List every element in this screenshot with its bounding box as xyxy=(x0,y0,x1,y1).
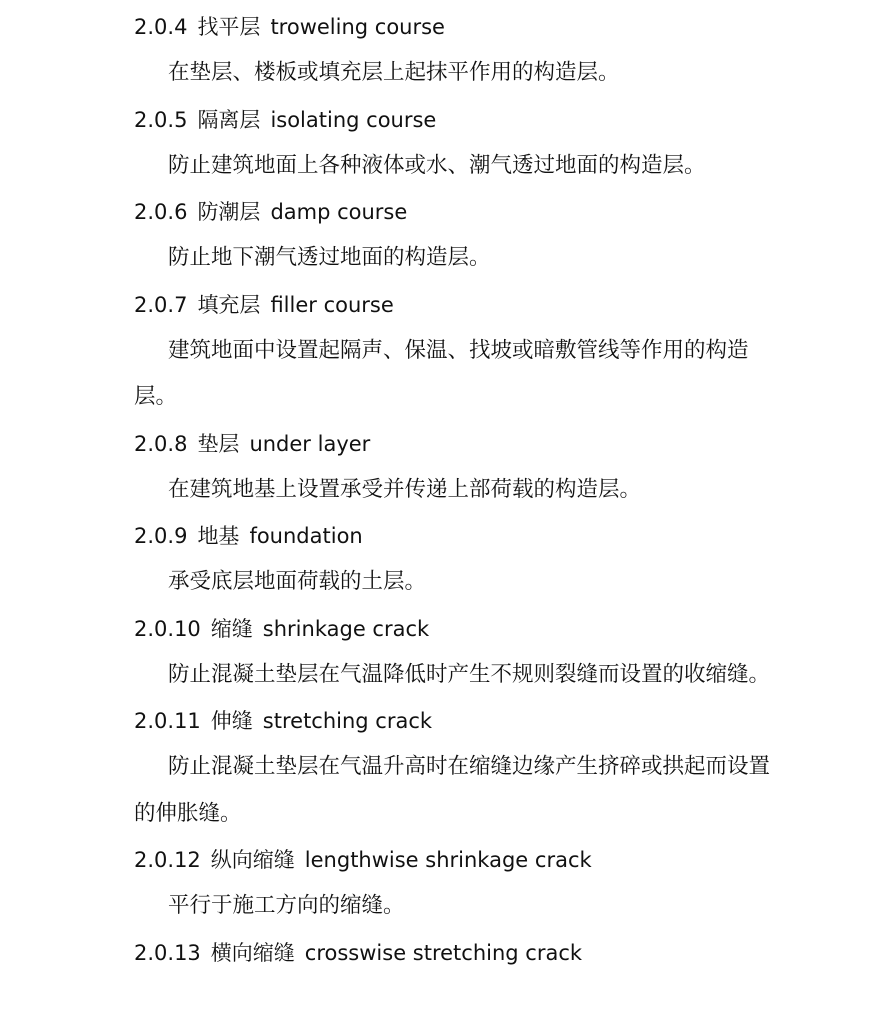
term-chinese: 防潮层 xyxy=(197,200,261,224)
clause-number: 2.0.8 xyxy=(134,431,188,456)
term-definition: 防止混凝土垫层在气温降低时产生不规则裂缝而设置的收缩缝。 xyxy=(168,661,771,687)
term-english: isolating course xyxy=(270,107,437,132)
term-chinese: 隔离层 xyxy=(197,107,261,132)
term-definition: 平行于施工方向的缩缝。 xyxy=(168,893,405,918)
term-english: shrinkage crack xyxy=(262,616,430,641)
term-entry-2-0-12 xyxy=(134,837,774,930)
term-chinese: 横向缩缝 xyxy=(210,940,295,965)
term-english: lengthwise shrinkage crack xyxy=(304,848,592,872)
term-definition: 防止建筑地面上各种液体或水、潮气透过地面的构造层。 xyxy=(168,152,706,178)
clause-number: 2.0.12 xyxy=(134,848,201,872)
clause-number: 2.0.4 xyxy=(134,15,188,39)
term-chinese: 伸缝 xyxy=(210,709,253,733)
term-heading xyxy=(134,513,774,559)
clause-number: 2.0.10 xyxy=(134,616,201,641)
term-english: crosswise stretching crack xyxy=(304,940,583,965)
term-english: troweling course xyxy=(270,15,445,39)
clause-number: 2.0.6 xyxy=(134,200,188,224)
term-chinese: 找平层 xyxy=(197,15,261,39)
term-heading xyxy=(134,4,774,50)
term-heading xyxy=(134,421,774,467)
term-chinese: 垫层 xyxy=(197,431,240,456)
term-english: foundation xyxy=(249,524,363,548)
term-definition: 建筑地面中设置起隔声、保温、找坡或暗敷管线等作用的构造层。 xyxy=(134,337,749,409)
term-heading xyxy=(134,930,774,976)
term-chinese: 纵向缩缝 xyxy=(210,848,295,872)
clause-number: 2.0.11 xyxy=(134,709,201,733)
term-english: filler course xyxy=(270,292,394,317)
term-chinese: 地基 xyxy=(197,524,240,548)
term-english: under layer xyxy=(249,431,371,456)
term-heading xyxy=(134,606,774,652)
clause-number: 2.0.5 xyxy=(134,107,188,132)
term-english: stretching crack xyxy=(262,709,433,733)
term-definition: 在建筑地基上设置承受并传递上部荷载的构造层。 xyxy=(168,476,642,502)
term-entry-2-0-11 xyxy=(134,698,774,837)
clause-number: 2.0.13 xyxy=(134,940,201,965)
term-english: damp course xyxy=(270,200,408,224)
term-entry-2-0-5 xyxy=(134,97,774,190)
term-heading xyxy=(134,698,774,744)
term-definition: 防止混凝土垫层在气温升高时在缩缝边缘产生挤碎或拱起而设置的伸胀缝。 xyxy=(134,754,771,826)
term-heading xyxy=(134,282,774,328)
term-definition: 防止地下潮气透过地面的构造层。 xyxy=(168,245,491,270)
term-heading xyxy=(134,837,774,883)
term-heading xyxy=(134,189,774,235)
clause-number: 2.0.9 xyxy=(134,524,188,548)
document-body xyxy=(134,4,774,976)
clause-number: 2.0.7 xyxy=(134,292,188,317)
term-entry-2-0-4 xyxy=(134,4,774,97)
term-chinese: 填充层 xyxy=(197,292,261,317)
term-entry-2-0-9 xyxy=(134,513,774,606)
term-entry-2-0-6 xyxy=(134,189,774,282)
term-entry-2-0-8 xyxy=(134,421,774,514)
term-entry-2-0-7 xyxy=(134,282,774,421)
term-definition: 承受底层地面荷载的土层。 xyxy=(168,569,427,594)
term-entry-2-0-13 xyxy=(134,930,774,976)
term-chinese: 缩缝 xyxy=(210,616,253,641)
term-definition: 在垫层、楼板或填充层上起抹平作用的构造层。 xyxy=(168,60,620,85)
term-heading xyxy=(134,97,774,143)
term-entry-2-0-10 xyxy=(134,606,774,699)
